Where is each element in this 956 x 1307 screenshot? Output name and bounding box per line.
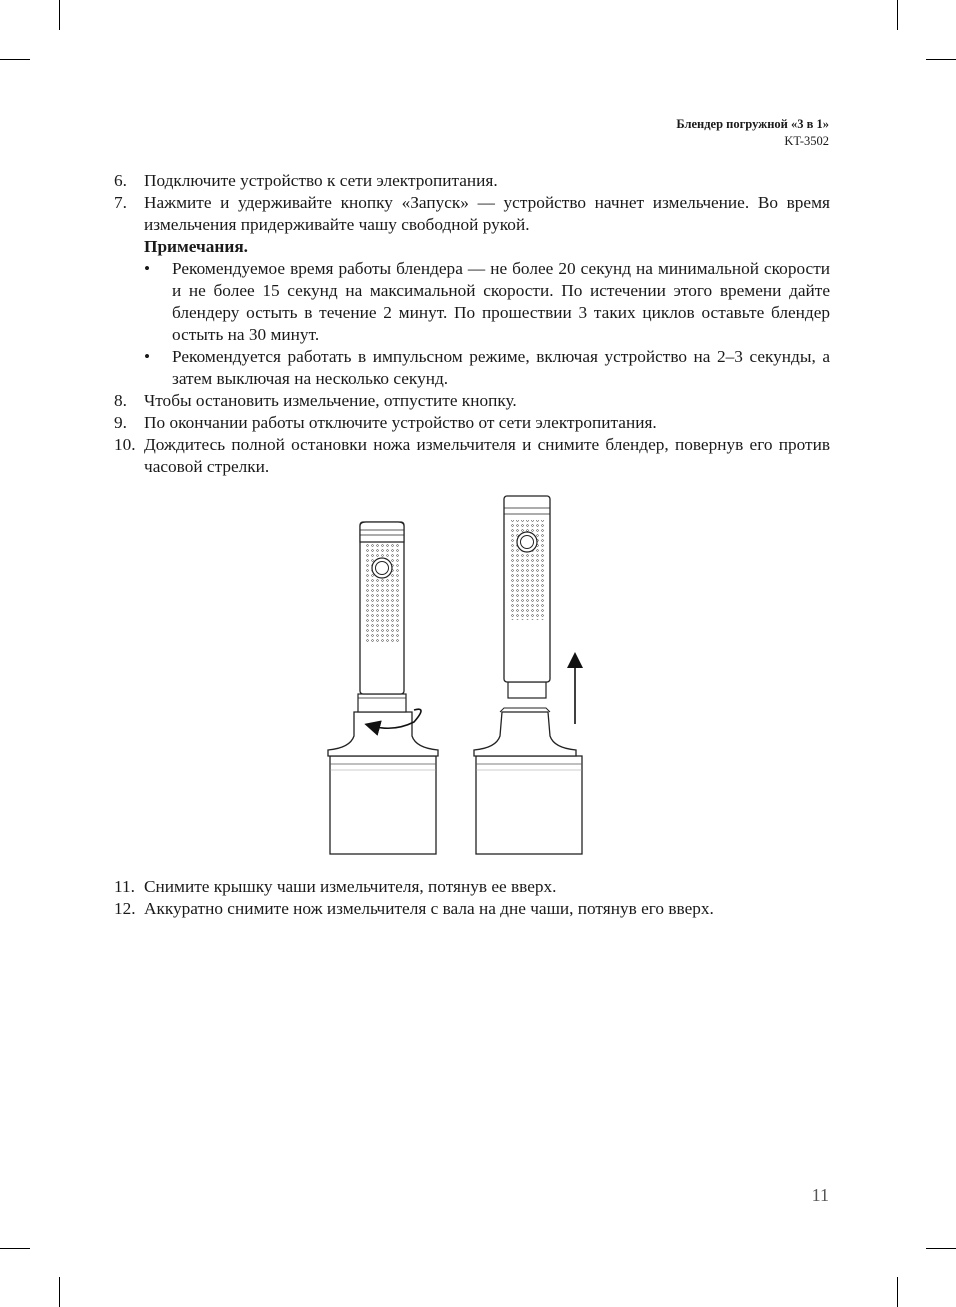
step-text: Дождитесь полной остановки ножа измельчителя и снимите блендер, повернув его против часовой стрелки. [144,435,830,476]
blender-lifted-from-chopper-icon [474,496,582,854]
note-text: Рекомендуемое время работы блендера — не более 20 секунд на минимальной скорости и не более 15 секунд на максимальной скорости. По истечении этого времени дайте блендеру остыть в течение 2 минут. По прошествии 3 таких циклов оставьте блендер остыть на 30 минут. [172,259,830,344]
blender-removal-illustration [320,488,610,860]
step-number: 8. [114,391,127,410]
note-text: Рекомендуется работать в импульсном режиме, включая устройство на 2–3 секунды, а затем выключая на несколько секунд. [172,347,830,388]
step-number: 9. [114,413,127,432]
crop-mark [926,1248,956,1249]
step-item [114,412,830,434]
step-text: Нажмите и удерживайте кнопку «Запуск» — устройство начнет измельчение. Во время измельчения придерживайте чашу свободной рукой. [144,193,830,234]
notes-heading: Примечания. [144,237,248,256]
step-number: 10. [114,435,136,454]
step-number: 6. [114,171,127,190]
bullet-icon: • [144,259,151,278]
header-model: KT-3502 [784,134,829,148]
step-text: Чтобы остановить измельчение, отпустите кнопку. [144,391,517,410]
crop-mark [59,1277,60,1307]
step-text: По окончании работы отключите устройство от сети электропитания. [144,413,657,432]
crop-mark [897,0,898,30]
instructions [114,170,830,478]
crop-mark [0,1248,30,1249]
step-number: 12. [114,899,136,918]
step-text: Аккуратно снимите нож измельчителя с вала на дне чаши, потянув его вверх. [144,899,714,918]
step-text: Подключите устройство к сети электропитания. [144,171,498,190]
step-item [114,876,830,898]
crop-mark [0,59,30,60]
step-text: Снимите крышку чаши измельчителя, потянув ее вверх. [144,877,557,896]
step-item [114,390,830,412]
step-item [114,192,830,236]
note-item [114,346,830,390]
note-item [114,258,830,346]
step-item [114,898,830,920]
blender-on-chopper-rotate-icon [328,522,438,854]
crop-mark [897,1277,898,1307]
running-header [676,116,829,150]
step-item [114,434,830,478]
step-number: 7. [114,193,127,212]
bullet-icon: • [144,347,151,366]
page-number: 11 [811,1185,829,1205]
step-number: 11. [114,877,135,896]
step-item [114,170,830,192]
header-title: Блендер погружной «3 в 1» [676,117,829,131]
crop-mark [926,59,956,60]
crop-mark [59,0,60,30]
instructions-continued [114,876,830,920]
